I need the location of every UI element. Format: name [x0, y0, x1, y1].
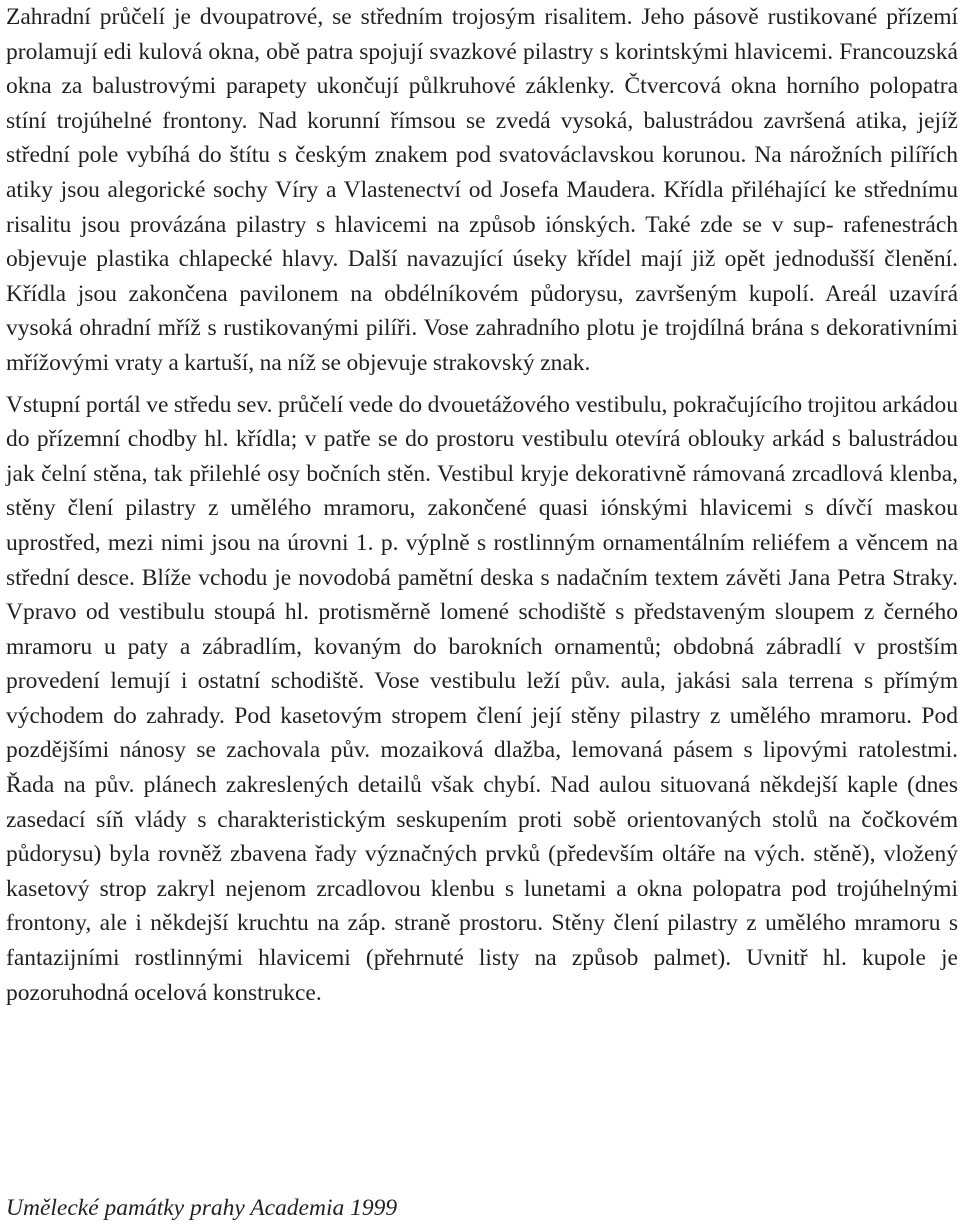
- paragraph-garden-facade: Zahradní průčelí je dvoupatrové, se středním trojosým risalitem. Jeho pásově rustikované přízemí prolamují edi kulová okna, obě patra spojují svazkové pilastry s korintskými hlavicemi. Francouzská okna za balustrovými parapety ukončují půlkruhové záklenky. Čtvercová okna horního polopatra stíní trojúhelné frontony. Nad korunní římsou se zvedá vysoká, balustrádou završená atika, jejíž střední pole vybíhá do štítu s českým znakem pod svatováclavskou korunou. Na nárožních pilířích atiky jsou alegorické sochy Víry a Vlastenectví od Josefa Maudera. Křídla přiléhající ke střednímu risalitu jsou provázána pilastry s hlavicemi na způsob iónských. Také zde se v sup- rafenestrách objevuje plastika chlapecké hlavy. Další navazující úseky křídel mají již opět jednodušší členění. Křídla jsou zakončena pavilonem na obdélníkovém půdorysu, završeným kupolí. Areál uzavírá vysoká ohradní mříž s rustikovanými pilíři. Vose zahradního plotu je trojdílná brána s dekorativními mřížovými vraty a kartuší, na níž se objevuje strakovský znak.: [6, 4, 958, 376]
- paragraph-entrance-vestibule: Vstupní portál ve středu sev. průčelí vede do dvouetážového vestibulu, pokračujícího trojitou arkádou do přízemní chodby hl. křídla; v patře se do prostoru vestibulu otevírá oblouky arkád s balustrádou jak čelní stěna, tak přilehlé osy bočních stěn. Vestibul kryje dekorativně rámovaná zrcadlová klenba, stěny člení pilastry z umělého mramoru, zakončené quasi iónskými hlavicemi s dívčí maskou uprostřed, mezi nimi jsou na úrovni 1. p. výplně s rostlinným ornamentálním reliéfem a věncem na střední desce. Blíže vchodu je novodobá pamětní deska s nadačním textem závěti Jana Petra Straky. Vpravo od vestibulu stoupá hl. protisměrně lomené schodiště s představeným sloupem z černého mramoru u paty a zábradlím, kovaným do barokních ornamentů; obdobná zábradlí v prostším provedení lemují i ostatní schodiště. Vose vestibulu leží pův. aula, jakási sala terrena s přímým východem do zahrady. Pod kasetovým stropem člení její stěny pilastry z umělého mramoru. Pod pozdějšími nánosy se zachovala pův. mozaiková dlažba, lemovaná pásem s lipovými ratolestmi. Řada na pův. plánech zakreslených detailů však chybí. Nad aulou situovaná někdejší kaple (dnes zasedací síň vlády s charakteristickým seskupením proti sobě orientovaných stolů na čočkovém půdorysu) byla rovněž zbavena řady význačných prvků (především oltáře na vých. stěně), vložený kasetový strop zakryl nejenom zrcadlovou klenbu s lunetami a okna polopatra pod trojúhelnými frontony, ale i někdejší kruchtu na záp. straně prostoru. Stěny člení pilastry z umělého mramoru s fantazijními rostlinnými hlavicemi (přehrnuté listy na způsob palmet). Uvnitř hl. kupole je pozoruhodná ocelová konstrukce.: [6, 391, 958, 1006]
- source-citation: Umělecké památky prahy Academia 1999: [6, 1195, 398, 1221]
- document-body: [6, 0, 958, 1010]
